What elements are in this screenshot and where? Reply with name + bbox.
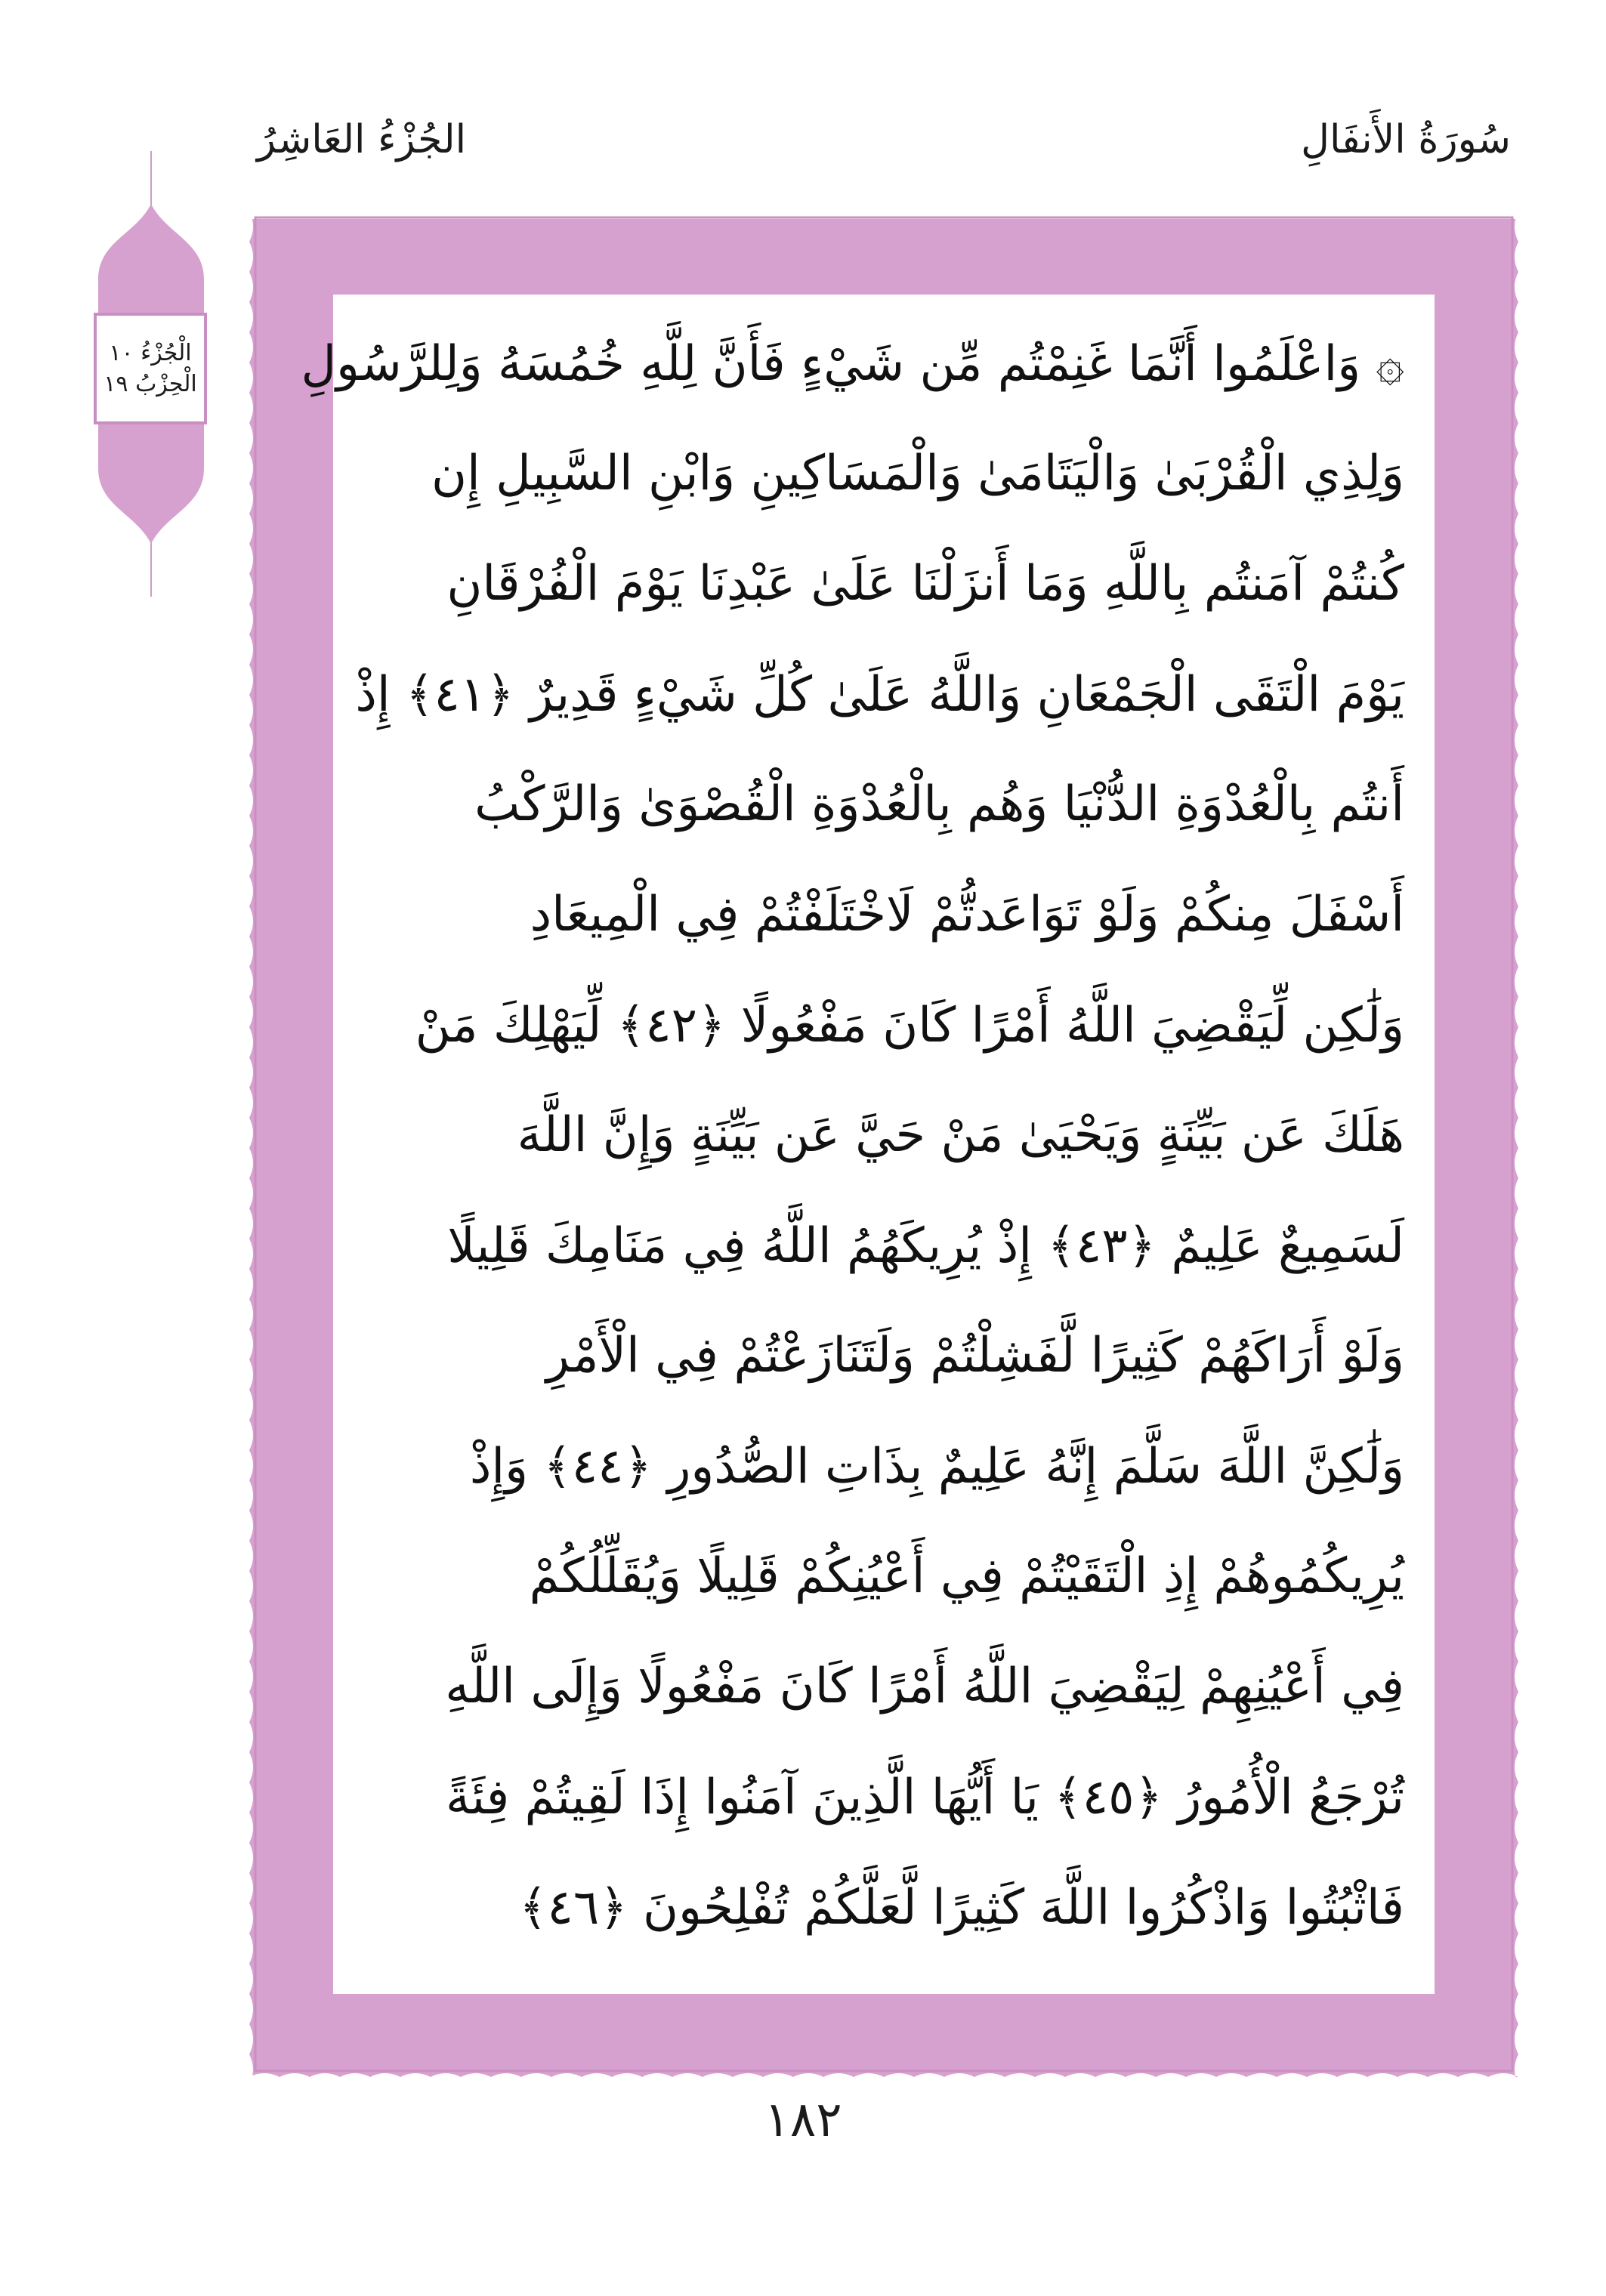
verse-line-5: أَنتُم بِالْعُدْوَةِ الدُّنْيَا وَهُم بِالْعُدْوَةِ الْقُصْوَىٰ وَالرَّكْبُ bbox=[474, 776, 1404, 832]
verse-lines bbox=[301, 308, 1404, 1979]
verse-line-7: وَلَٰكِن لِّيَقْضِيَ اللَّهُ أَمْرًا كَانَ مَفْعُولًا ﴿٤٢﴾ لِّيَهْلِكَ مَنْ bbox=[415, 997, 1404, 1054]
page-header bbox=[257, 106, 1511, 174]
page-number: ١٨٢ bbox=[764, 2092, 842, 2148]
juz-number-label: الْجُزْءُ ١٠ bbox=[109, 340, 192, 366]
juz-title: الجُزْءُ العَاشِرُ bbox=[257, 117, 467, 162]
verse-line-2: وَلِذِي الْقُرْبَىٰ وَالْيَتَامَىٰ وَالْمَسَاكِينِ وَابْنِ السَّبِيلِ إِن bbox=[431, 446, 1404, 501]
verse-line-14: تُرْجَعُ الْأُمُورُ ﴿٤٥﴾ يَا أَيُّهَا الَّذِينَ آمَنُوا إِذَا لَقِيتُمْ فِئَةً bbox=[445, 1769, 1404, 1825]
verse-line-10: وَلَوْ أَرَاكَهُمْ كَثِيرًا لَّفَشِلْتُمْ وَلَتَنَازَعْتُمْ فِي الْأَمْرِ bbox=[545, 1328, 1404, 1384]
verse-line-9: لَسَمِيعٌ عَلِيمٌ ﴿٤٣﴾ إِذْ يُرِيكَهُمُ اللَّهُ فِي مَنَامِكَ قَلِيلًا bbox=[447, 1217, 1404, 1274]
verse-line-4: يَوْمَ الْتَقَى الْجَمْعَانِ وَاللَّهُ عَلَىٰ كُلِّ شَيْءٍ قَدِيرٌ ﴿٤١﴾ إِذْ bbox=[355, 666, 1404, 723]
surah-title: سُورَةُ الأَنفَالِ bbox=[1301, 117, 1511, 162]
verse-line-12: يُرِيكُمُوهُمْ إِذِ الْتَقَيْتُمْ فِي أَعْيُنِكُمْ قَلِيلًا وَيُقَلِّلُكُمْ bbox=[529, 1548, 1404, 1604]
verse-line-8: هَلَكَ عَن بَيِّنَةٍ وَيَحْيَىٰ مَنْ حَيَّ عَن بَيِّنَةٍ وَإِنَّ اللَّهَ bbox=[517, 1107, 1404, 1163]
page-frame bbox=[249, 211, 1518, 2077]
verse-line-3: كُنتُمْ آمَنتُم بِاللَّهِ وَمَا أَنزَلْنَا عَلَىٰ عَبْدِنَا يَوْمَ الْفُرْقَانِ bbox=[446, 556, 1404, 612]
verse-line-15: فَاثْبُتُوا وَاذْكُرُوا اللَّهَ كَثِيرًا لَّعَلَّكُمْ تُفْلِحُونَ ﴿٤٦﴾ bbox=[518, 1879, 1404, 1936]
verse-panel bbox=[301, 295, 1435, 1994]
juz-hizb-ornament bbox=[91, 151, 212, 597]
verse-line-6: أَسْفَلَ مِنكُمْ وَلَوْ تَوَاعَدتُّمْ لَاخْتَلَفْتُمْ فِي الْمِيعَادِ bbox=[530, 887, 1404, 943]
verse-line-13: فِي أَعْيُنِهِمْ لِيَقْضِيَ اللَّهُ أَمْرًا كَانَ مَفْعُولًا وَإِلَى اللَّهِ bbox=[445, 1659, 1404, 1714]
verse-line-11: وَلَٰكِنَّ اللَّهَ سَلَّمَ إِنَّهُ عَلِيمٌ بِذَاتِ الصُّدُورِ ﴿٤٤﴾ وَإِذْ bbox=[469, 1438, 1404, 1495]
juz-hizb-label bbox=[94, 313, 207, 424]
verse-line-1: ۞ وَاعْلَمُوا أَنَّمَا غَنِمْتُم مِّن شَيْءٍ فَأَنَّ لِلَّهِ خُمُسَهُ وَلِلرَّسُولِ bbox=[301, 335, 1404, 392]
hizb-number-label: الْحِزْبُ ١٩ bbox=[103, 371, 197, 397]
